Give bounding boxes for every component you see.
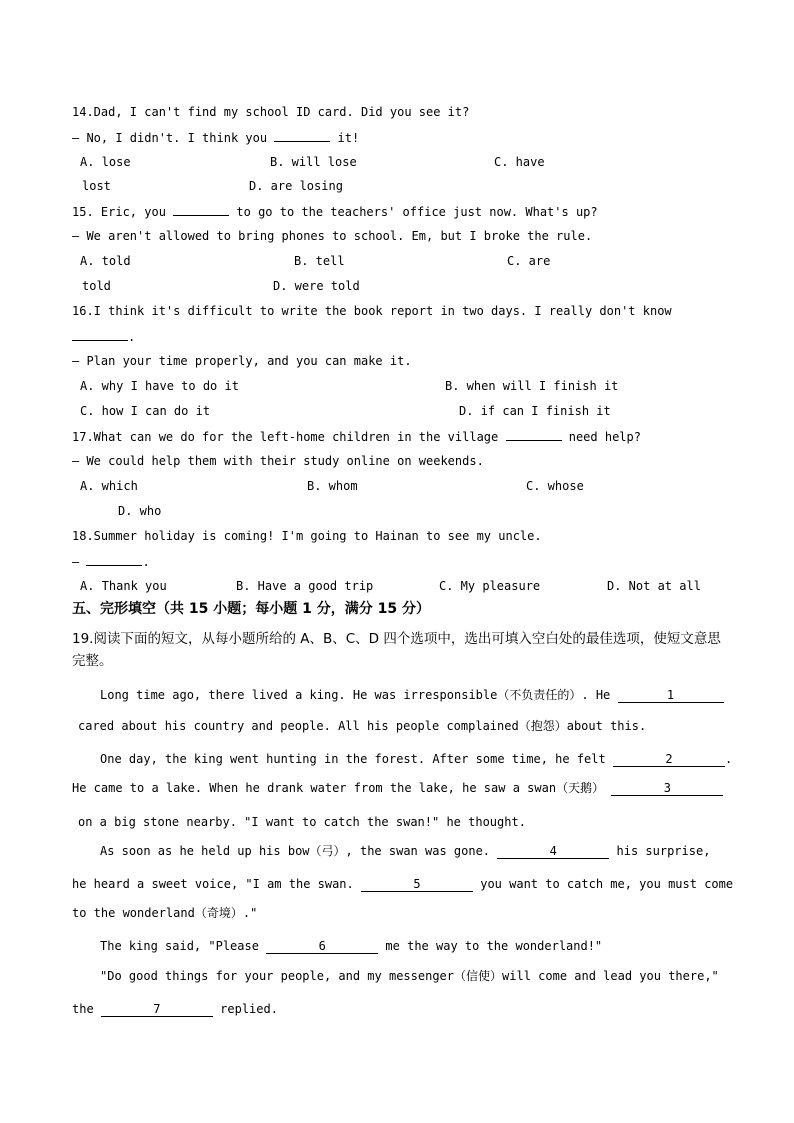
passage-p5-line2 xyxy=(72,1001,278,1017)
p5b-text: the xyxy=(72,1002,94,1016)
p5-text: "Do good things for your people, and my messenger xyxy=(100,969,455,983)
p5-gloss: （信使） xyxy=(454,969,503,983)
p2-text-end: . xyxy=(724,752,733,766)
q15-question-end: to go to the teachers' office just now. What's up? xyxy=(236,205,598,219)
p3c-gloss: （奇境） xyxy=(194,906,243,920)
q18-option-a[interactable]: A. Thank you xyxy=(80,579,167,593)
q14-option-b[interactable]: B. will lose xyxy=(270,155,357,169)
q14-reply-text: — No, I didn't. I think you xyxy=(72,131,268,145)
q17-question-end: need help? xyxy=(568,430,641,444)
passage-p2-line3: on a big stone nearby. "I want to catch the swan!" he thought. xyxy=(78,815,526,829)
q16-option-c[interactable]: C. how I can do it xyxy=(80,404,211,418)
passage-p3-line1 xyxy=(100,843,710,859)
q18-option-c[interactable]: C. My pleasure xyxy=(439,579,541,593)
q14-option-d[interactable]: D. are losing xyxy=(249,179,343,193)
passage-p4-line1 xyxy=(100,938,602,954)
passage-p1-line1 xyxy=(100,687,724,703)
p2-text: One day, the king went hunting in the forest. After some time, he felt xyxy=(100,752,606,766)
cloze-blank-4[interactable]: 4 xyxy=(497,844,609,859)
q15-option-c-cont: told xyxy=(82,279,111,293)
q16-blank-line xyxy=(72,328,135,345)
p1-text-end: . He xyxy=(581,688,611,702)
passage-p2-line1 xyxy=(100,751,732,767)
p3-gloss: （弓） xyxy=(309,844,346,858)
passage-p5-line1 xyxy=(100,968,719,984)
q14-reply-end: it! xyxy=(337,131,360,145)
q18-question: 18.Summer holiday is coming! I'm going to Hainan to see my uncle. xyxy=(72,529,542,543)
q16-option-d[interactable]: D. if can I finish it xyxy=(459,404,611,418)
q17-option-d[interactable]: D. who xyxy=(118,504,162,518)
p4-text-end: me the way to the wonderland!" xyxy=(385,939,603,953)
q16-option-a[interactable]: A. why I have to do it xyxy=(80,379,239,393)
p3-text-mid: , the swan was gone. xyxy=(345,844,491,858)
q15-option-c[interactable]: C. are xyxy=(507,254,551,268)
q14-option-c[interactable]: C. have xyxy=(494,155,545,169)
p1b-gloss: （抱怨） xyxy=(518,719,567,733)
q15-question xyxy=(72,203,598,220)
p1-text: Long time ago, there lived a king. He was irresponsible xyxy=(100,688,498,702)
p3-text: As soon as he held up his bow xyxy=(100,844,310,858)
q18-reply xyxy=(72,553,150,570)
p3c-text-end: ." xyxy=(242,906,258,920)
cloze-blank-5[interactable]: 5 xyxy=(361,877,473,892)
q14-option-c-cont: lost xyxy=(82,179,111,193)
q14-reply xyxy=(72,129,359,146)
q14-question: 14.Dad, I can't find my school ID card. Did you see it? xyxy=(72,105,470,119)
q14-answer-blank[interactable] xyxy=(274,129,330,142)
q16-option-b[interactable]: B. when will I finish it xyxy=(445,379,619,393)
cloze-blank-7[interactable]: 7 xyxy=(101,1002,213,1017)
q18-reply-dash: — xyxy=(72,555,80,569)
cloze-blank-1[interactable]: 1 xyxy=(618,688,724,703)
passage-p3-line3 xyxy=(72,905,257,921)
passage-p2-line2 xyxy=(72,780,723,796)
p3b-text-end: you want to catch me, you must come xyxy=(480,877,734,891)
p3b-text: he heard a sweet voice, "I am the swan. xyxy=(72,877,354,891)
q15-reply: — We aren't allowed to bring phones to school. Em, but I broke the rule. xyxy=(72,229,593,243)
section-instruction: 19.阅读下面的短文，从每小题所给的 A、B、C、D 四个选项中，选出可填入空白处的最佳选项，使短文意思完整。 xyxy=(72,631,721,669)
q14-option-a[interactable]: A. lose xyxy=(80,155,131,169)
p5b-text-end: replied. xyxy=(220,1002,278,1016)
p1b-text-end: about this. xyxy=(566,719,647,733)
q15-option-d[interactable]: D. were told xyxy=(273,279,360,293)
p3-text-end: his surprise, xyxy=(616,844,711,858)
q18-option-b[interactable]: B. Have a good trip xyxy=(236,579,374,593)
cloze-blank-3[interactable]: 3 xyxy=(611,781,723,796)
q17-option-a[interactable]: A. which xyxy=(80,479,138,493)
p1b-text: cared about his country and people. All his people complained xyxy=(78,719,519,733)
q16-reply: — Plan your time properly, and you can make it. xyxy=(72,354,412,368)
q16-question: 16.I think it's difficult to write the book report in two days. I really don't know xyxy=(72,304,672,318)
section-heading: 五、完形填空（共 15 小题；每小题 1 分，满分 15 分） xyxy=(72,601,430,617)
p3c-text: to the wonderland xyxy=(72,906,195,920)
cloze-blank-2[interactable]: 2 xyxy=(613,752,725,767)
q17-option-c[interactable]: C. whose xyxy=(526,479,584,493)
q18-reply-end: . xyxy=(142,555,150,569)
p2b-gloss: （天鹅） xyxy=(556,781,605,795)
q16-blank-end: . xyxy=(128,330,136,344)
p4-text: The king said, "Please xyxy=(100,939,259,953)
q18-option-d[interactable]: D. Not at all xyxy=(607,579,701,593)
q17-reply: — We could help them with their study online on weekends. xyxy=(72,454,484,468)
passage-p1-line2 xyxy=(78,718,646,734)
p5-text-end: will come and lead you there," xyxy=(502,969,719,983)
q17-option-b[interactable]: B. whom xyxy=(307,479,358,493)
q17-question-text: 17.What can we do for the left-home children in the village xyxy=(72,430,499,444)
p2b-text: He came to a lake. When he drank water from the lake, he saw a swan xyxy=(72,781,557,795)
q15-question-text: 15. Eric, you xyxy=(72,205,166,219)
q15-option-a[interactable]: A. told xyxy=(80,254,131,268)
q15-answer-blank[interactable] xyxy=(173,203,229,216)
q18-answer-blank[interactable] xyxy=(86,553,142,566)
q17-question xyxy=(72,428,641,445)
q16-answer-blank[interactable] xyxy=(72,328,128,341)
q15-option-b[interactable]: B. tell xyxy=(294,254,345,268)
cloze-blank-6[interactable]: 6 xyxy=(266,939,378,954)
p1-gloss: （不负责任的） xyxy=(497,688,582,702)
q17-answer-blank[interactable] xyxy=(506,428,562,441)
passage-p3-line2 xyxy=(72,876,733,892)
